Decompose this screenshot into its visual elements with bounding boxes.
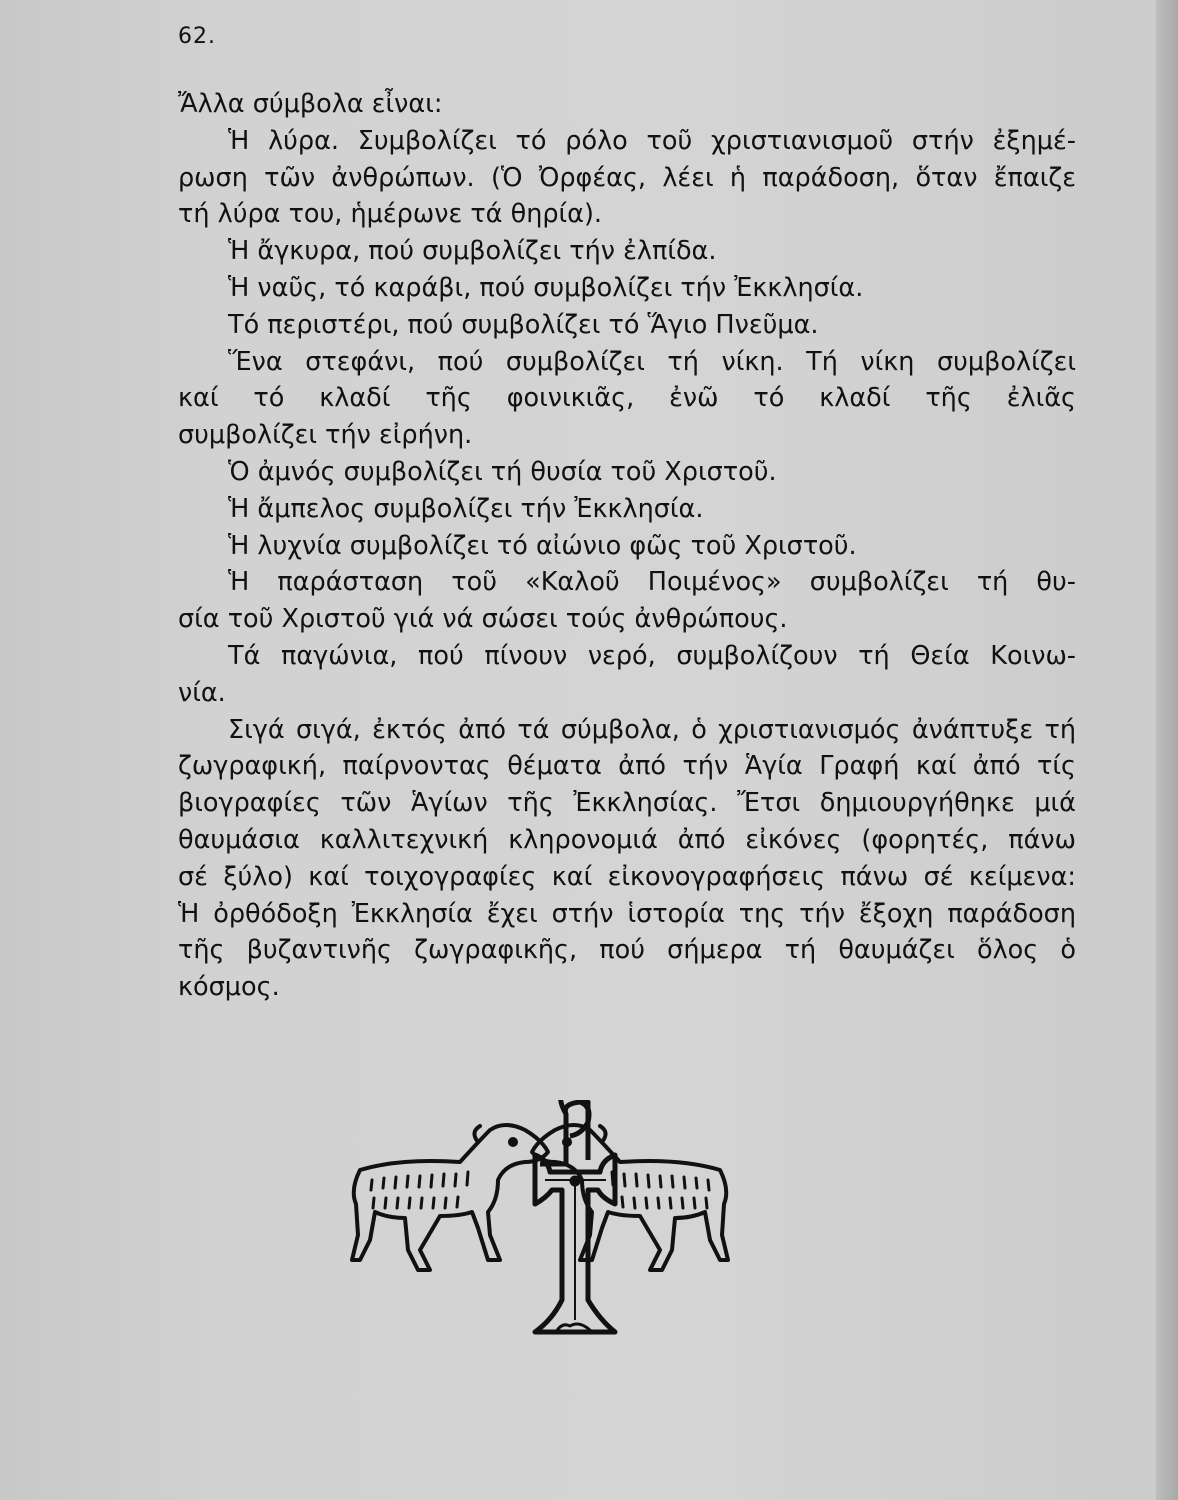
text-line: σία τοῦ Χριστοῦ γιά νά σώσει τούς ἀνθρώπους. bbox=[178, 604, 788, 635]
text-line: τή λύρα του, ἡμέρωνε τά θηρία). bbox=[178, 199, 603, 230]
text-line: Σιγά σιγά, ἐκτός ἀπό τά σύμβολα, ὁ χριστιανισμός ἀνάπτυξε τή bbox=[228, 714, 1076, 745]
text-line: σέ ξύλο) καί τοιχογραφίες καί εἰκονογραφήσεις πάνω σέ κείμενα: bbox=[178, 861, 1076, 892]
text-line: κόσμος. bbox=[178, 972, 280, 1003]
text-line: Ἡ λυχνία συμβολίζει τό αἰώνιο φῶς τοῦ Χριστοῦ. bbox=[228, 530, 857, 561]
text-line: Ἡ ἄγκυρα, πού συμβολίζει τήν ἐλπίδα. bbox=[228, 236, 717, 267]
text-line: καί τό κλαδί τῆς φοινικιᾶς, ἐνῶ τό κλαδί τῆς ἐλιᾶς bbox=[178, 383, 1076, 414]
left-lamb-icon bbox=[352, 1125, 548, 1270]
text-line: Τό περιστέρι, πού συμβολίζει τό Ἅγιο Πνεῦμα. bbox=[228, 309, 819, 340]
text-line: συμβολίζει τήν εἰρήνη. bbox=[178, 420, 473, 451]
text-line: τῆς βυζαντινῆς ζωγραφικῆς, πού σήμερα τή θαυμάζει ὅλος ὁ bbox=[178, 935, 1076, 966]
page-number: 62. bbox=[178, 24, 216, 49]
body-text bbox=[178, 86, 1076, 1006]
page-edge-shadow bbox=[1156, 0, 1178, 1500]
text-line: Ἡ ναῦς, τό καράβι, πού συμβολίζει τήν Ἐκκλησία. bbox=[228, 272, 864, 303]
text-line: Ἕνα στεφάνι, πού συμβολίζει τή νίκη. Τή νίκη συμβολίζει bbox=[228, 346, 1076, 377]
lambs-and-cross-illustration bbox=[330, 1100, 750, 1350]
text-line: θαυμάσια καλλιτεχνική κληρονομιά ἀπό εἰκόνες (φορητές, πάνω bbox=[178, 824, 1076, 855]
text-line: Ἄλλα σύμβολα εἶναι: bbox=[178, 89, 443, 119]
text-line: Ἡ ἄμπελος συμβολίζει τήν Ἐκκλησία. bbox=[228, 493, 704, 524]
text-line: Ὁ ἀμνός συμβολίζει τή θυσία τοῦ Χριστοῦ. bbox=[228, 456, 777, 487]
text-line: Ἡ ὀρθόδοξη Ἐκκλησία ἔχει στήν ἱστορία της τήν ἔξοχη παράδοση bbox=[178, 898, 1076, 929]
text-line: Ἡ λύρα. Συμβολίζει τό ρόλο τοῦ χριστιανισμοῦ στήν ἐξημέ- bbox=[228, 125, 1076, 156]
text-line: νία. bbox=[178, 677, 226, 708]
text-line: Τά παγώνια, πού πίνουν νερό, συμβολίζουν τή Θεία Κοινω- bbox=[228, 640, 1076, 671]
text-line: βιογραφίες τῶν Ἁγίων τῆς Ἐκκλησίας. Ἔτσι δημιουργήθηκε μιά bbox=[178, 788, 1076, 819]
text-line: ρωση τῶν ἀνθρώπων. (Ὁ Ὀρφέας, λέει ἡ παράδοση, ὅταν ἔπαιζε bbox=[178, 162, 1076, 193]
text-line: Ἡ παράσταση τοῦ «Καλοῦ Ποιμένος» συμβολίζει τή θυ- bbox=[228, 567, 1076, 598]
text-line: ζωγραφική, παίρνοντας θέματα ἀπό τήν Ἁγία Γραφή καί ἀπό τίς bbox=[178, 751, 1076, 782]
